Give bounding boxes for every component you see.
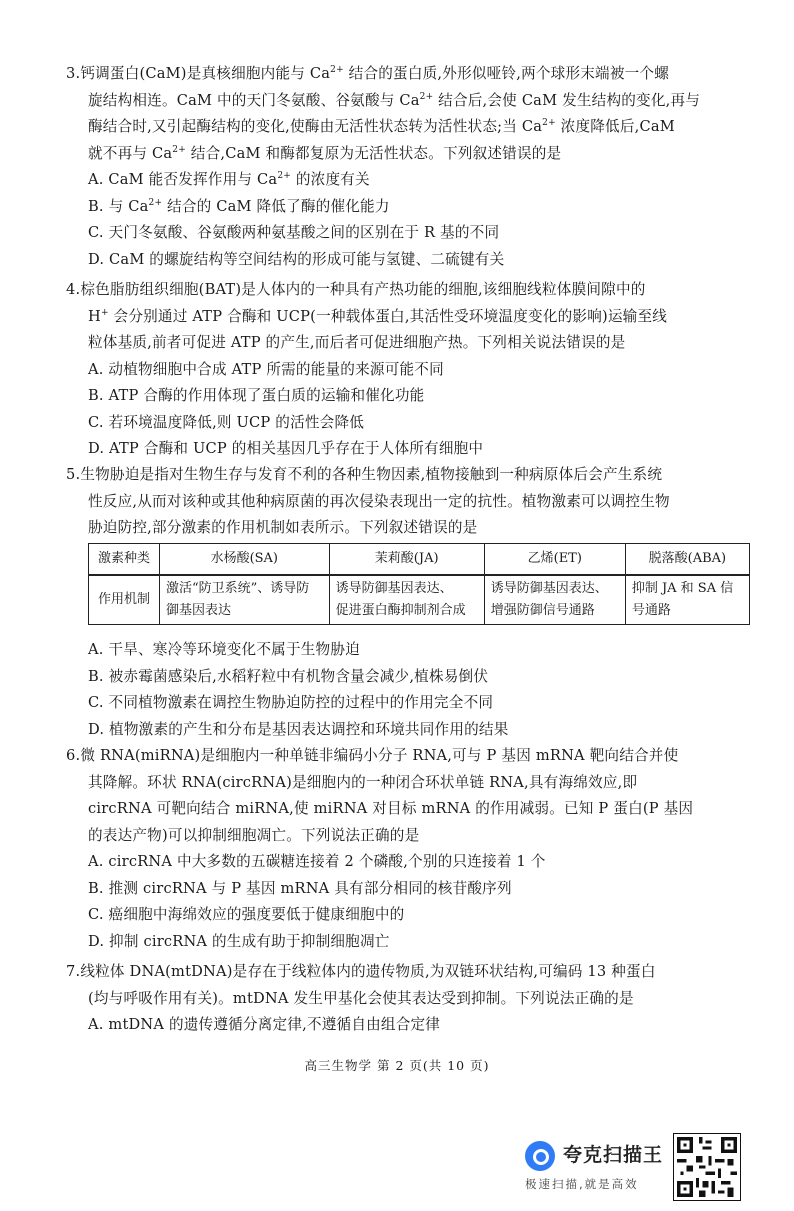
question-7-stem-line: (均与呼吸作用有关)。mtDNA 发生甲基化会使其表达受到抑制。下列说法正确的是: [88, 989, 634, 1007]
table-cell-line: 诱导防御基因表达、: [335, 581, 453, 596]
question-6-option-c: C. 癌细胞中海绵效应的强度要低于健康细胞中的: [88, 906, 405, 923]
table-cell-line: 激活“防卫系统”、诱导防: [166, 581, 310, 596]
question-3-option-a: A. CaM 能否发挥作用与 $Ca^{2+}$ 的浓度有关: [88, 171, 370, 188]
question-4-option-c: C. 若环境温度降低,则 UCP 的活性会降低: [88, 413, 365, 431]
question-7-stem-line: 7.线粒体 DNA(mtDNA)是存在于线粒体内的遗传物质,为双链环状结构,可编码 13 种蛋白: [66, 963, 656, 980]
table-cell-line: 增强防御信号通路: [490, 603, 595, 618]
question-4: [66, 277, 728, 463]
question-6: [66, 743, 728, 955]
table-cell-sa: [160, 575, 330, 625]
table-header-cell: 激素种类: [89, 544, 160, 576]
table-header-cell: 茉莉酸(JA): [329, 544, 484, 576]
question-7: [66, 959, 728, 1039]
question-3-stem-line: 就不再与 $Ca^{2+}$ 结合,CaM 和酶都复原为无活性状态。下列叙述错误的是: [88, 144, 562, 162]
hormone-table: [88, 543, 750, 625]
question-5-option-a: A. 干旱、寒冷等环境变化不属于生物胁迫: [88, 641, 360, 658]
table-cell-line: 促进蛋白酶抑制剂合成: [335, 603, 466, 618]
question-5-stem-line: 性反应,从而对该种或其他种病原菌的再次侵染表现出一定的抗性。植物激素可以调控生物: [88, 492, 670, 510]
table-cell-et: [484, 575, 625, 625]
table-header-cell: 水杨酸(SA): [160, 544, 330, 576]
question-5-options: [88, 637, 728, 743]
question-4-option-a: A. 动植物细胞中合成 ATP 所需的能量的来源可能不同: [88, 360, 444, 378]
question-6-stem-line: 的表达产物)可以抑制细胞凋亡。下列说法正确的是: [88, 826, 420, 844]
question-4-stem-line: H+ 会分别通过 ATP 合酶和 UCP(一种载体蛋白,其活性受环境温度变化的影响)运输至线: [88, 307, 668, 325]
question-6-option-a: A. circRNA 中大多数的五碳糖连接着 2 个磷酸,个别的只连接着 1 个: [88, 853, 546, 870]
question-5-option-d: D. 植物激素的产生和分布是基因表达调控和环境共同作用的结果: [88, 720, 509, 738]
table-row: [89, 575, 750, 625]
question-4-option-b: B. ATP 合酶的作用体现了蛋白质的运输和催化功能: [88, 387, 425, 404]
table-cell-line: 御基因表达: [166, 603, 232, 618]
question-5-stem-line: 胁迫防控,部分激素的作用机制如表所示。下列叙述错误的是: [88, 519, 478, 536]
question-3-stem-line: 3.钙调蛋白(CaM)是真核细胞内能与 $Ca^{2+}$ 结合的蛋白质,外形似哑铃,两个球形末端被一个螺: [66, 65, 670, 82]
question-3-stem-line: 酶结合时,又引起酶结构的变化,使酶由无活性状态转为活性状态;当 $Ca^{2+}$ 浓度降低后,CaM: [88, 118, 675, 135]
table-cell-aba: [625, 575, 749, 625]
question-5-stem-line: 5.生物胁迫是指对生物生存与发育不利的各种生物因素,植物接触到一种病原体后会产生系统: [66, 466, 663, 483]
question-6-stem-line: 其降解。环状 RNA(circRNA)是细胞内的一种闭合环状单链 RNA,具有海绵效应,即: [88, 773, 638, 791]
question-5: [66, 462, 728, 542]
table-row-label: 作用机制: [89, 575, 160, 625]
question-3-option-b: B. 与 $Ca^{2+}$ 结合的 CaM 降低了酶的催化能力: [88, 197, 390, 215]
table-cell-line: 诱导防御基因表达、: [490, 581, 608, 596]
table-cell-ja: [329, 575, 484, 625]
scanner-slogan: 极速扫描,就是高效: [525, 1177, 639, 1191]
table-cell-line: 号通路: [631, 603, 671, 618]
question-3-stem-line: 旋结构相连。CaM 中的天门冬氨酸、谷氨酸与 $Ca^{2+}$ 结合后,会使 CaM 发生结构的变化,再与: [88, 91, 701, 109]
question-4-option-d: D. ATP 合酶和 UCP 的相关基因几乎存在于人体所有细胞中: [88, 440, 484, 457]
table-header-row: [89, 544, 750, 576]
table-header-cell: 脱落酸(ABA): [625, 544, 749, 576]
qr-code-icon: [673, 1133, 741, 1201]
question-5-option-c: C. 不同植物激素在调控生物胁迫防控的过程中的作用完全不同: [88, 694, 494, 711]
table-cell-line: 抑制 JA 和 SA 信: [631, 581, 734, 596]
question-5-option-b: B. 被赤霉菌感染后,水稻籽粒中有机物含量会减少,植株易倒伏: [88, 667, 489, 685]
question-6-stem-line: 6.微 RNA(miRNA)是细胞内一种单链非编码小分子 RNA,可与 P 基因 mRNA 靶向结合并使: [66, 747, 679, 764]
question-6-option-d: D. 抑制 circRNA 的生成有助于抑制细胞凋亡: [88, 932, 390, 950]
table-header-cell: 乙烯(ET): [484, 544, 625, 576]
question-3: [66, 61, 728, 273]
question-3-option-d: D. CaM 的螺旋结构等空间结构的形成可能与氢键、二硫键有关: [88, 250, 505, 268]
scanner-app-name: 夸克扫描王: [563, 1144, 664, 1166]
question-3-option-c: C. 天门冬氨酸、谷氨酸两种氨基酸之间的区别在于 R 基的不同: [88, 224, 500, 241]
question-7-option-a: A. mtDNA 的遗传遵循分离定律,不遵循自由组合定律: [88, 1016, 441, 1033]
question-4-stem-line: 4.棕色脂肪组织细胞(BAT)是人体内的一种具有产热功能的细胞,该细胞线粒体膜间隙中的: [66, 281, 646, 298]
scanner-logo-icon: [525, 1141, 555, 1171]
question-4-stem-line: 粒体基质,前者可促进 ATP 的产生,而后者可促进细胞产热。下列相关说法错误的是: [88, 334, 626, 351]
scanner-watermark: [523, 1138, 671, 1198]
question-6-option-b: B. 推测 circRNA 与 P 基因 mRNA 具有部分相同的核苷酸序列: [88, 879, 512, 897]
question-6-stem-line: circRNA 可靶向结合 miRNA,使 miRNA 对目标 mRNA 的作用减弱。已知 P 蛋白(P 基因: [88, 800, 694, 817]
page-footer: 高三生物学 第 2 页(共 10 页): [304, 1058, 490, 1073]
